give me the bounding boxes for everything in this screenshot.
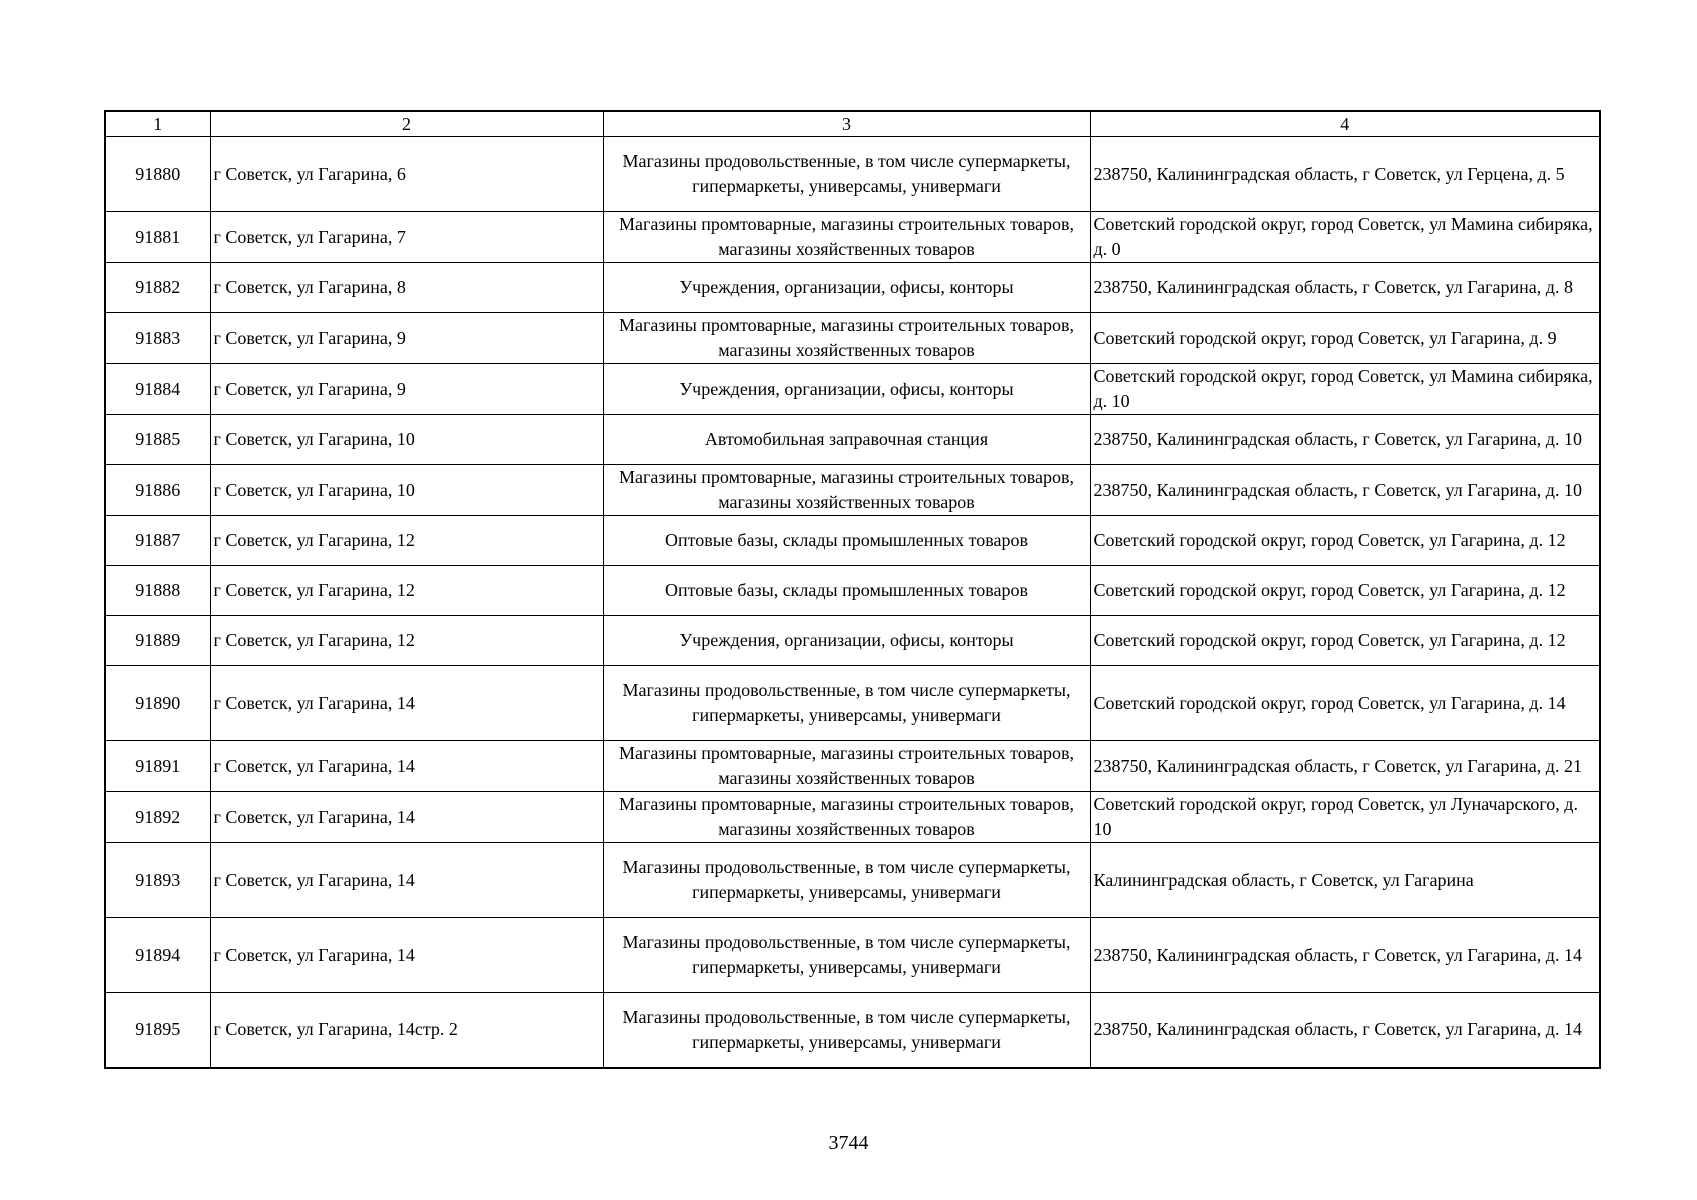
cell-address: г Советск, ул Гагарина, 14 <box>210 666 603 741</box>
cell-full-address: Советский городской округ, город Советск, ул Луначарского, д. 10 <box>1090 792 1600 843</box>
table-row <box>105 516 1600 566</box>
cell-object-type: Оптовые базы, склады промышленных товаров <box>603 516 1090 566</box>
cell-object-type: Магазины промтоварные, магазины строительных товаров, магазины хозяйственных товаров <box>603 741 1090 792</box>
cell-address: г Советск, ул Гагарина, 14 <box>210 918 603 993</box>
cell-full-address: 238750, Калининградская область, г Советск, ул Гагарина, д. 10 <box>1090 415 1600 465</box>
cell-object-type: Учреждения, организации, офисы, конторы <box>603 616 1090 666</box>
cell-number: 91881 <box>105 212 210 263</box>
table-row <box>105 993 1600 1068</box>
cell-object-type: Магазины продовольственные, в том числе супермаркеты, гипермаркеты, универсамы, универмаги <box>603 666 1090 741</box>
cell-number: 91884 <box>105 364 210 415</box>
cell-address: г Советск, ул Гагарина, 10 <box>210 465 603 516</box>
cell-object-type: Магазины продовольственные, в том числе супермаркеты, гипермаркеты, универсамы, универмаги <box>603 993 1090 1068</box>
cell-number: 91892 <box>105 792 210 843</box>
cell-object-type: Магазины продовольственные, в том числе супермаркеты, гипермаркеты, универсамы, универмаги <box>603 843 1090 918</box>
header-col-1: 1 <box>105 111 210 137</box>
cell-number: 91888 <box>105 566 210 616</box>
cell-object-type: Магазины промтоварные, магазины строительных товаров, магазины хозяйственных товаров <box>603 212 1090 263</box>
cell-number: 91891 <box>105 741 210 792</box>
table-row <box>105 741 1600 792</box>
table-row <box>105 364 1600 415</box>
cell-full-address: 238750, Калининградская область, г Советск, ул Гагарина, д. 21 <box>1090 741 1600 792</box>
cell-address: г Советск, ул Гагарина, 12 <box>210 566 603 616</box>
table-row <box>105 212 1600 263</box>
cell-full-address: Советский городской округ, город Советск, ул Гагарина, д. 9 <box>1090 313 1600 364</box>
table-row <box>105 263 1600 313</box>
cell-address: г Советск, ул Гагарина, 14стр. 2 <box>210 993 603 1068</box>
cell-address: г Советск, ул Гагарина, 14 <box>210 843 603 918</box>
table-row <box>105 616 1600 666</box>
cell-number: 91889 <box>105 616 210 666</box>
header-col-2: 2 <box>210 111 603 137</box>
cell-address: г Советск, ул Гагарина, 9 <box>210 313 603 364</box>
cell-object-type: Автомобильная заправочная станция <box>603 415 1090 465</box>
cell-number: 91894 <box>105 918 210 993</box>
cell-number: 91883 <box>105 313 210 364</box>
cell-number: 91893 <box>105 843 210 918</box>
cell-full-address: 238750, Калининградская область, г Советск, ул Гагарина, д. 14 <box>1090 918 1600 993</box>
cell-number: 91882 <box>105 263 210 313</box>
cell-address: г Советск, ул Гагарина, 14 <box>210 741 603 792</box>
table-row <box>105 465 1600 516</box>
cell-full-address: 238750, Калининградская область, г Советск, ул Гагарина, д. 10 <box>1090 465 1600 516</box>
cell-address: г Советск, ул Гагарина, 6 <box>210 137 603 212</box>
cell-full-address: Советский городской округ, город Советск, ул Мамина сибиряка, д. 10 <box>1090 364 1600 415</box>
cell-full-address: Советский городской округ, город Советск, ул Гагарина, д. 12 <box>1090 566 1600 616</box>
cell-number: 91895 <box>105 993 210 1068</box>
table-body <box>105 137 1600 1068</box>
document-table <box>104 110 1601 1069</box>
cell-full-address: Советский городской округ, город Советск, ул Мамина сибиряка, д. 0 <box>1090 212 1600 263</box>
page-number: 3744 <box>828 1132 869 1154</box>
header-col-4: 4 <box>1090 111 1600 137</box>
table-row <box>105 843 1600 918</box>
cell-address: г Советск, ул Гагарина, 14 <box>210 792 603 843</box>
table-row <box>105 313 1600 364</box>
cell-full-address: Калининградская область, г Советск, ул Гагарина <box>1090 843 1600 918</box>
cell-full-address: 238750, Калининградская область, г Советск, ул Гагарина, д. 8 <box>1090 263 1600 313</box>
cell-full-address: Советский городской округ, город Советск, ул Гагарина, д. 12 <box>1090 616 1600 666</box>
table-row <box>105 415 1600 465</box>
table-row <box>105 137 1600 212</box>
cell-full-address: Советский городской округ, город Советск, ул Гагарина, д. 14 <box>1090 666 1600 741</box>
cell-object-type: Учреждения, организации, офисы, конторы <box>603 263 1090 313</box>
cell-object-type: Магазины продовольственные, в том числе супермаркеты, гипермаркеты, универсамы, универмаги <box>603 137 1090 212</box>
cell-object-type: Учреждения, организации, офисы, конторы <box>603 364 1090 415</box>
table-row <box>105 566 1600 616</box>
cell-address: г Советск, ул Гагарина, 9 <box>210 364 603 415</box>
cell-address: г Советск, ул Гагарина, 12 <box>210 516 603 566</box>
table-header-row <box>105 111 1600 137</box>
table-row <box>105 792 1600 843</box>
cell-number: 91880 <box>105 137 210 212</box>
table-row <box>105 666 1600 741</box>
header-col-3: 3 <box>603 111 1090 137</box>
cell-object-type: Магазины продовольственные, в том числе супермаркеты, гипермаркеты, универсамы, универмаги <box>603 918 1090 993</box>
cell-object-type: Магазины промтоварные, магазины строительных товаров, магазины хозяйственных товаров <box>603 313 1090 364</box>
cell-number: 91887 <box>105 516 210 566</box>
table-row <box>105 918 1600 993</box>
cell-number: 91890 <box>105 666 210 741</box>
cell-number: 91885 <box>105 415 210 465</box>
cell-object-type: Оптовые базы, склады промышленных товаров <box>603 566 1090 616</box>
cell-address: г Советск, ул Гагарина, 10 <box>210 415 603 465</box>
cell-full-address: Советский городской округ, город Советск, ул Гагарина, д. 12 <box>1090 516 1600 566</box>
cell-full-address: 238750, Калининградская область, г Советск, ул Гагарина, д. 14 <box>1090 993 1600 1068</box>
cell-address: г Советск, ул Гагарина, 8 <box>210 263 603 313</box>
cell-object-type: Магазины промтоварные, магазины строительных товаров, магазины хозяйственных товаров <box>603 792 1090 843</box>
cell-address: г Советск, ул Гагарина, 7 <box>210 212 603 263</box>
cell-object-type: Магазины промтоварные, магазины строительных товаров, магазины хозяйственных товаров <box>603 465 1090 516</box>
cell-number: 91886 <box>105 465 210 516</box>
cell-address: г Советск, ул Гагарина, 12 <box>210 616 603 666</box>
cell-full-address: 238750, Калининградская область, г Советск, ул Герцена, д. 5 <box>1090 137 1600 212</box>
